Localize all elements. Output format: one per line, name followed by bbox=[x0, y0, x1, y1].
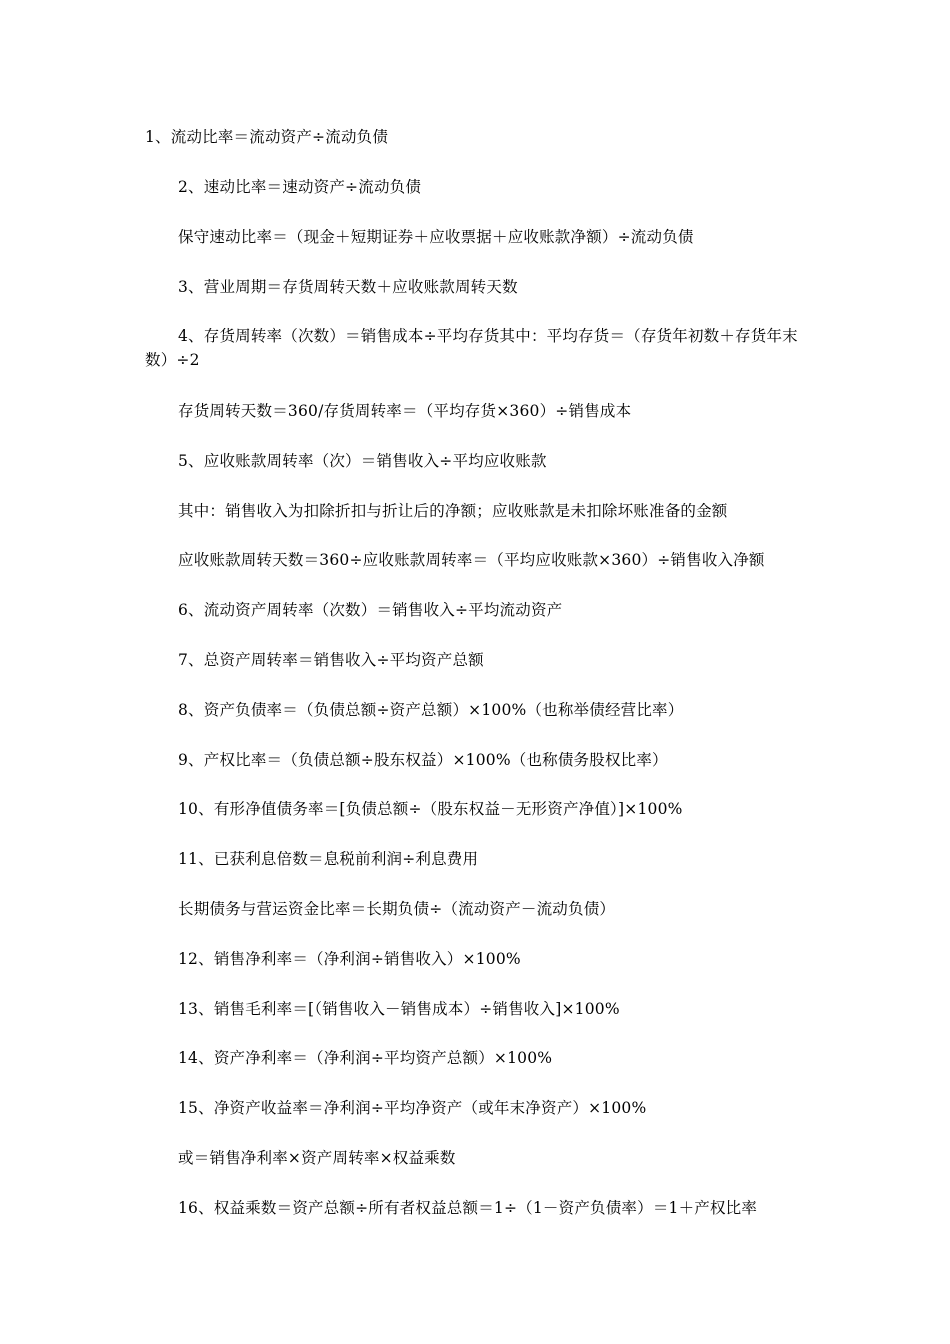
paragraph-21: 或＝销售净利率×资产周转率×权益乘数 bbox=[178, 1149, 456, 1167]
paragraph-9: 应收账款周转天数＝360÷应收账款周转率＝（平均应收账款×360）÷销售收入净额 bbox=[178, 551, 765, 569]
paragraph-4: 3、营业周期＝存货周转天数＋应收账款周转天数 bbox=[178, 278, 518, 296]
paragraph-7: 5、应收账款周转率（次）＝销售收入÷平均应收账款 bbox=[178, 452, 547, 470]
paragraph-19: 14、资产净利率＝（净利润÷平均资产总额）×100% bbox=[178, 1049, 553, 1067]
paragraph-10: 6、流动资产周转率（次数）＝销售收入÷平均流动资产 bbox=[178, 601, 563, 619]
paragraph-2: 2、速动比率＝速动资产÷流动负债 bbox=[178, 178, 422, 196]
paragraph-12: 8、资产负债率＝（负债总额÷资产总额）×100%（也称举债经营比率） bbox=[178, 701, 684, 719]
paragraph-17: 12、销售净利率＝（净利润÷销售收入）×100% bbox=[178, 950, 521, 968]
paragraph-14: 10、有形净值债务率＝[负债总额÷（股东权益－无形资产净值）]×100% bbox=[178, 800, 683, 818]
paragraph-5: 4、存货周转率（次数）＝销售成本÷平均存货其中：平均存货＝（存货年初数＋存货年末数）÷2 bbox=[145, 327, 798, 369]
paragraph-16: 长期债务与营运资金比率＝长期负债÷（流动资产－流动负债） bbox=[178, 900, 616, 918]
paragraph-6: 存货周转天数＝360/存货周转率＝（平均存货×360）÷销售成本 bbox=[178, 402, 632, 420]
paragraph-11: 7、总资产周转率＝销售收入÷平均资产总额 bbox=[178, 651, 484, 669]
paragraph-18: 13、销售毛利率＝[（销售收入－销售成本）÷销售收入]×100% bbox=[178, 1000, 620, 1018]
paragraph-13: 9、产权比率＝（负债总额÷股东权益）×100%（也称债务股权比率） bbox=[178, 751, 668, 769]
paragraph-3: 保守速动比率＝（现金＋短期证券＋应收票据＋应收账款净额）÷流动负债 bbox=[178, 228, 694, 246]
paragraph-20: 15、净资产收益率＝净利润÷平均净资产（或年末净资产）×100% bbox=[178, 1099, 647, 1117]
paragraph-15: 11、已获利息倍数＝息税前利润÷利息费用 bbox=[178, 850, 479, 868]
paragraph-8: 其中：销售收入为扣除折扣与折让后的净额；应收账款是未扣除坏账准备的金额 bbox=[178, 502, 728, 520]
paragraph-22: 16、权益乘数＝资产总额÷所有者权益总额＝1÷（1－资产负债率）＝1＋产权比率 bbox=[178, 1199, 758, 1217]
paragraph-1: 1、流动比率＝流动资产÷流动负债 bbox=[145, 128, 389, 146]
